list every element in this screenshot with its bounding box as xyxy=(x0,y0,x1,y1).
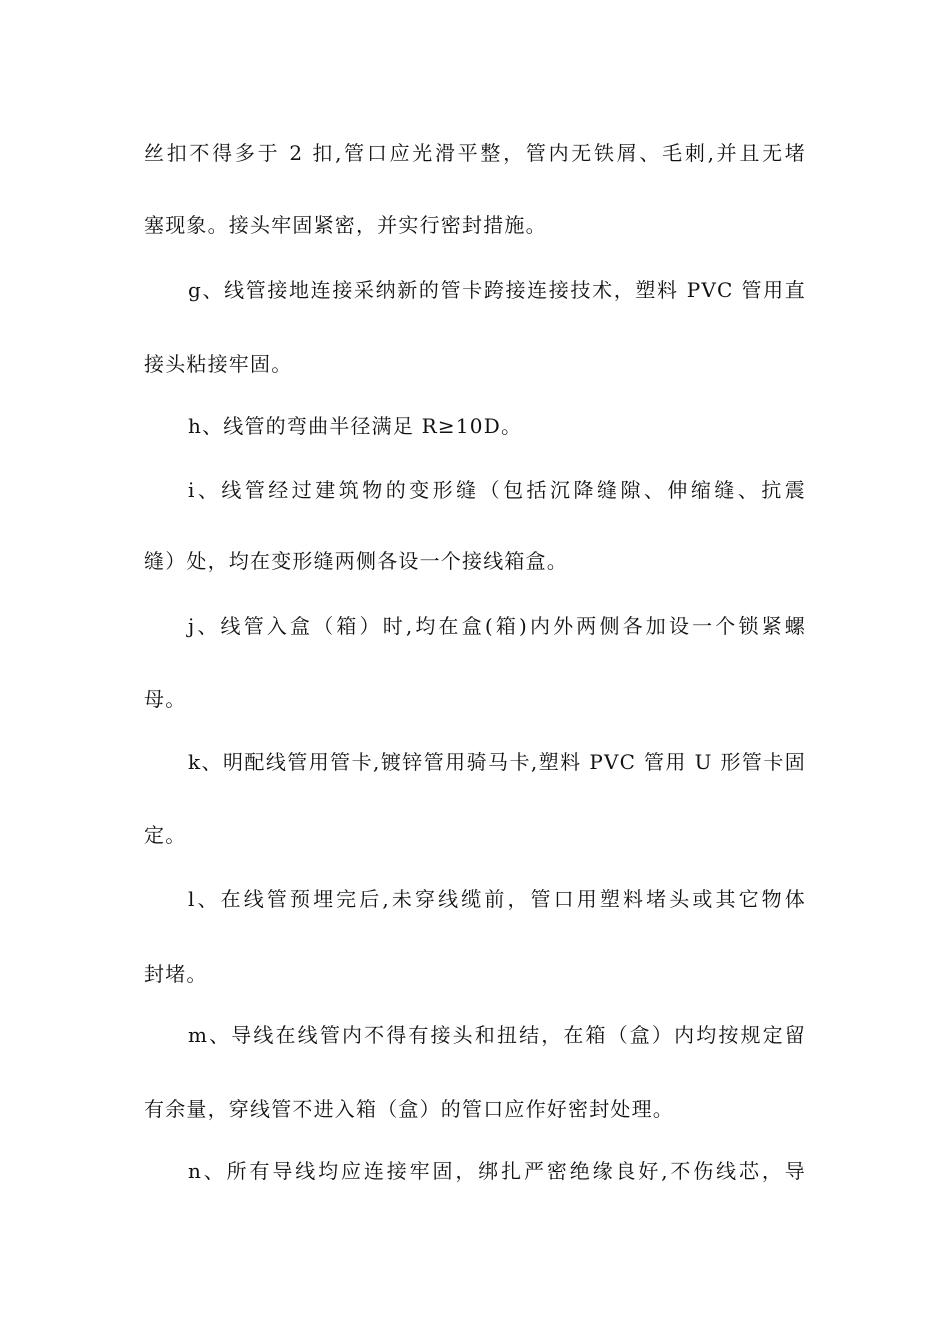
paragraph-line: j、线管入盒（箱）时,均在盒(箱)内外两侧各加设一个锁紧螺 xyxy=(188,614,806,638)
paragraph-line: 接头粘接牢固。 xyxy=(144,352,293,376)
paragraph-line: 有余量，穿线管不进入箱（盒）的管口应作好密封处理。 xyxy=(144,1097,674,1121)
paragraph-line: n、所有导线均应连接牢固，绑扎严密绝缘良好,不伤线芯，导 xyxy=(188,1159,806,1183)
paragraph-line: i、线管经过建筑物的变形缝（包括沉降缝隙、伸缩缝、抗震 xyxy=(188,478,806,502)
paragraph-line: m、导线在线管内不得有接头和扭结，在箱（盒）内均按规定留 xyxy=(188,1023,806,1047)
paragraph-line: 塞现象。接头牢固紧密，并实行密封措施。 xyxy=(144,213,547,237)
paragraph-line: h、线管的弯曲半径满足 R≥10D。 xyxy=(188,414,523,438)
paragraph-line: k、明配线管用管卡,镀锌管用骑马卡,塑料 PVC 管用 U 形管卡固 xyxy=(188,750,806,774)
paragraph-line: g、线管接地连接采纳新的管卡跨接连接技术，塑料 PVC 管用直 xyxy=(188,278,806,302)
paragraph-line: 封堵。 xyxy=(144,962,208,986)
paragraph-line: 母。 xyxy=(144,687,187,711)
paragraph-line: 丝扣不得多于 2 扣,管口应光滑平整，管内无铁屑、毛刺,并且无堵 xyxy=(144,141,806,165)
paragraph-line: l、在线管预埋完后,未穿线缆前，管口用塑料堵头或其它物体 xyxy=(188,887,806,911)
paragraph-line: 定。 xyxy=(144,823,187,847)
paragraph-line: 缝）处，均在变形缝两侧各设一个接线箱盒。 xyxy=(144,549,568,573)
